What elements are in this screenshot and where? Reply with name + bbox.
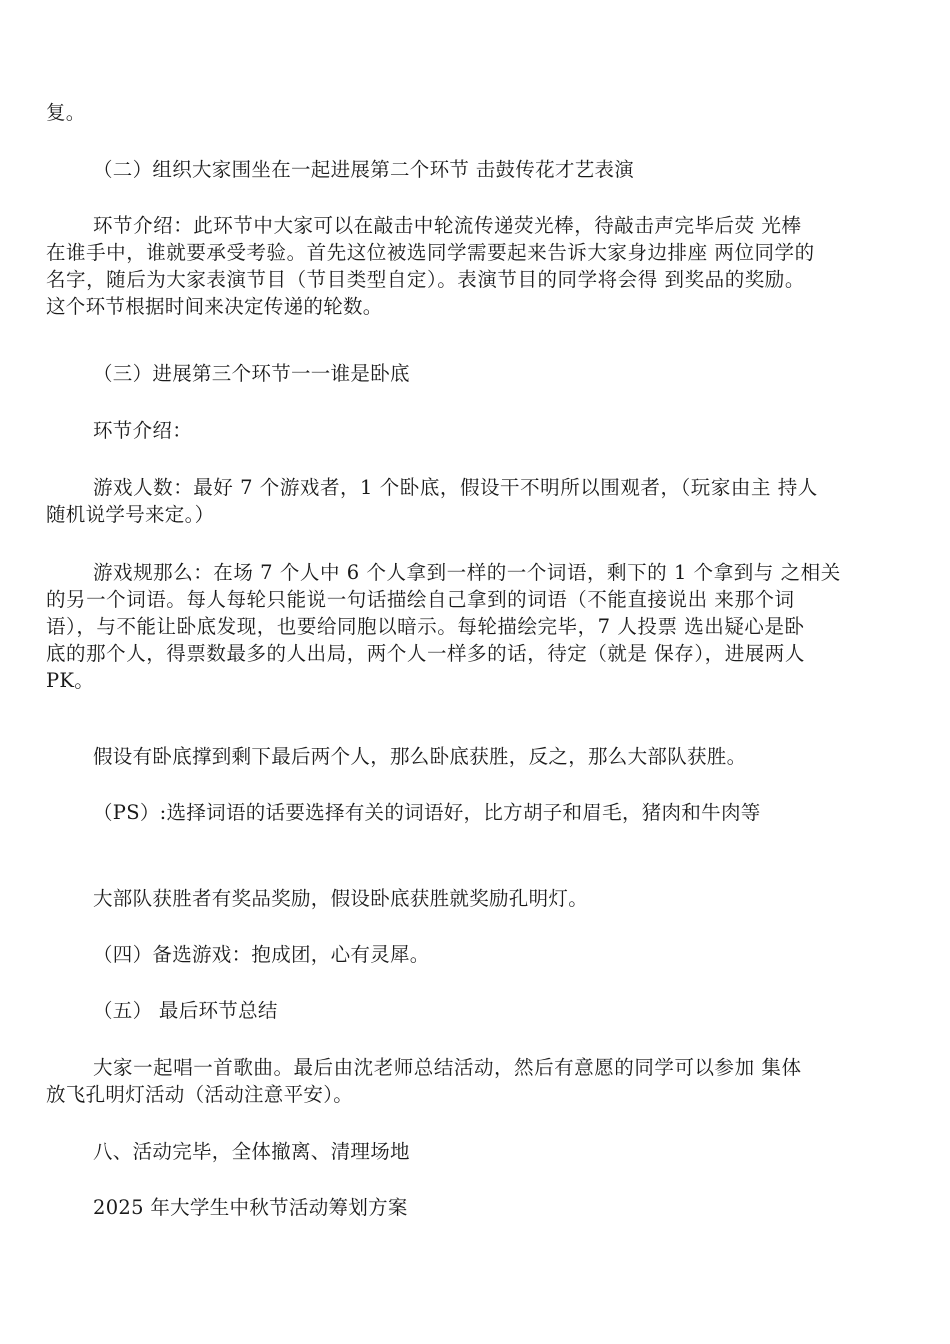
section-heading-5: （五） 最后环节总结 (93, 999, 278, 1022)
section-heading-3: （三）进展第三个环节一一谁是卧底 (93, 362, 410, 385)
paragraph-line: 放飞孔明灯活动（活动注意平安）。 (46, 1083, 354, 1106)
paragraph-line: 名字，随后为大家表演节目（节目类型自定）。表演节目的同学将会得 到奖品的奖励。 (46, 268, 805, 291)
paragraph-line: PK。 (46, 669, 95, 692)
paragraph-line: 随机说学号来定。） (46, 503, 215, 526)
paragraph-line: 语），与不能让卧底发现，也要给同胞以暗示。每轮描绘完毕，7 人投票 选出疑心是卧 (46, 615, 805, 638)
paragraph-line: 底的那个人，得票数最多的人出局，两个人一样多的话，待定（就是 保存），进展两人 (46, 642, 805, 665)
paragraph-line: 这个环节根据时间来决定传递的轮数。 (46, 295, 383, 318)
paragraph-line: 环节介绍：此环节中大家可以在敲击中轮流传递荧光棒，待敲击声完毕后荧 光棒 (93, 214, 802, 237)
paragraph-line: 在谁手中，谁就要承受考验。首先这位被选同学需要起来告诉大家身边排座 两位同学的 (46, 241, 815, 264)
section-heading-8: 八、活动完毕，全体撤离、清理场地 (93, 1140, 410, 1163)
paragraph-line: 游戏人数：最好 7 个游戏者，1 个卧底，假设干不明所以围观者，（玩家由主 持人 (93, 476, 818, 499)
text-line: 复。 (46, 101, 86, 124)
paragraph-line: 大家一起唱一首歌曲。最后由沈老师总结活动，然后有意愿的同学可以参加 集体 (93, 1056, 802, 1079)
text-line: 环节介绍： (93, 419, 193, 442)
text-line: （PS）:选择词语的话要选择有关的词语好，比方胡子和眉毛，猪肉和牛肉等 (93, 801, 761, 824)
section-heading-4: （四）备选游戏：抱成团，心有灵犀。 (93, 943, 430, 966)
paragraph-line: 游戏规那么：在场 7 个人中 6 个人拿到一样的一个词语，剩下的 1 个拿到与 之相关 (93, 561, 841, 584)
text-line: 大部队获胜者有奖品奖励，假设卧底获胜就奖励孔明灯。 (93, 887, 589, 910)
text-line: 假设有卧底撑到剩下最后两个人，那么卧底获胜，反之，那么大部队获胜。 (93, 745, 747, 768)
section-heading-2: （二）组织大家围坐在一起进展第二个环节 击鼓传花才艺表演 (93, 158, 635, 181)
paragraph-line: 的另一个词语。每人每轮只能说一句话描绘自己拿到的词语（不能直接说出 来那个词 (46, 588, 795, 611)
document-title-line: 2025 年大学生中秋节活动筹划方案 (93, 1196, 408, 1219)
